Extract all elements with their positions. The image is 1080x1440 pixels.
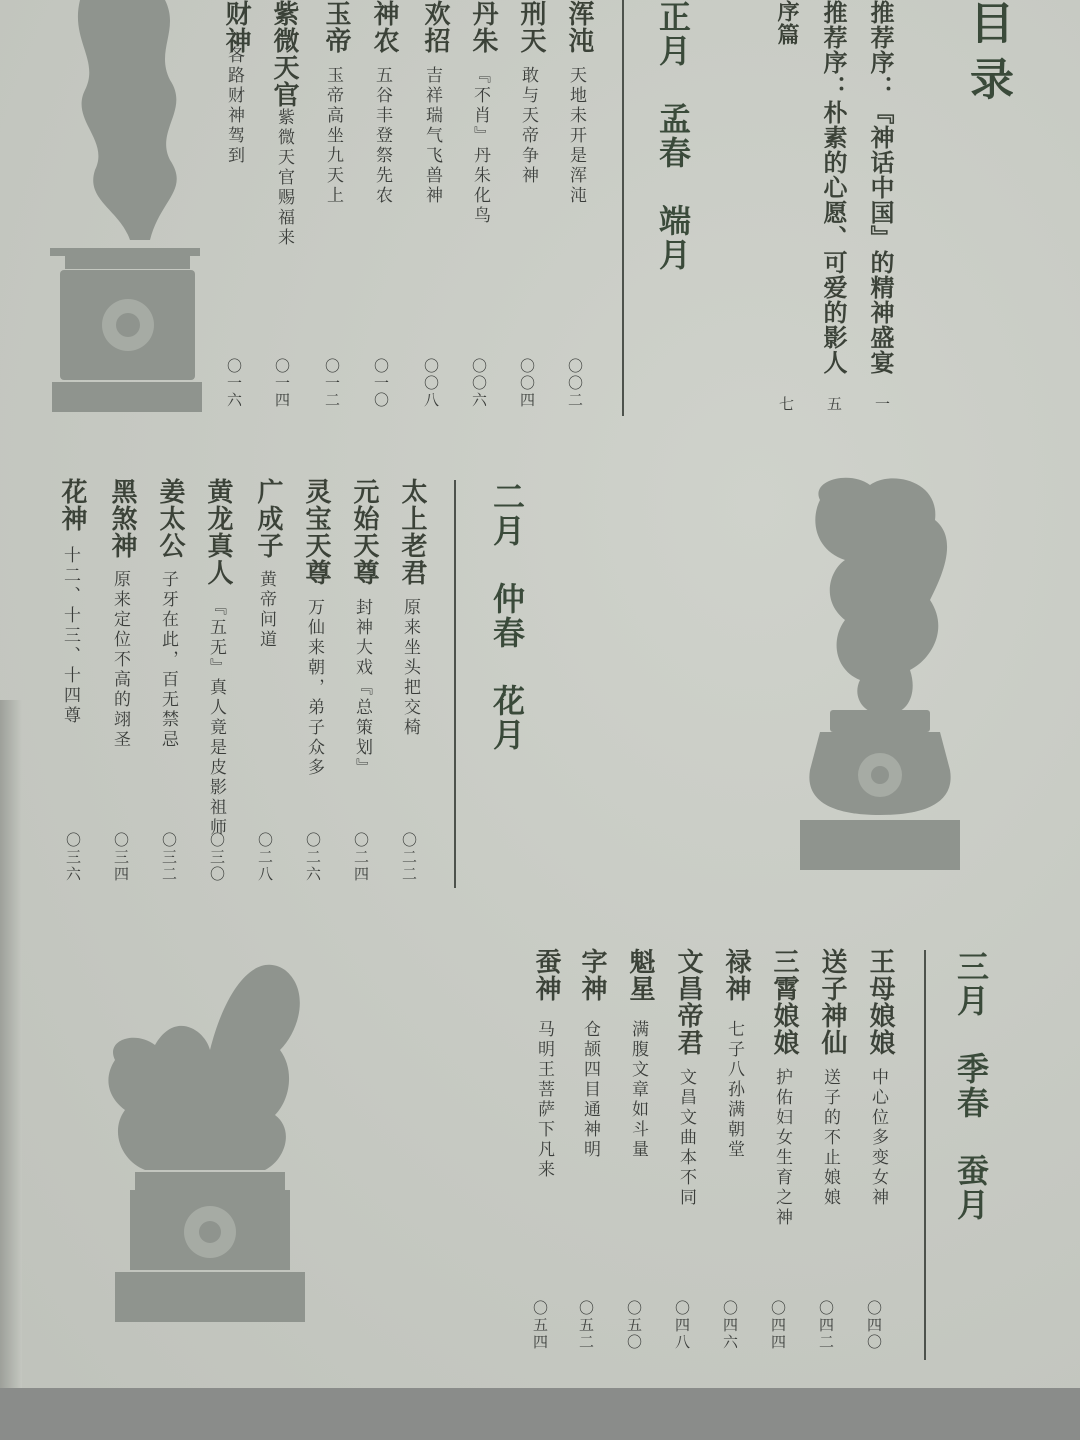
section-2-month: 二月 仲春 花月 bbox=[488, 480, 526, 752]
front-page-2: 五 bbox=[825, 396, 843, 413]
s1-entry-6-desc: 玉帝高坐九天上 bbox=[323, 66, 343, 206]
s2-entry-1-page: 〇二二 bbox=[400, 832, 418, 883]
s3-entry-6-page: 〇五〇 bbox=[625, 1300, 643, 1351]
s3-entry-1-page: 〇四〇 bbox=[865, 1300, 883, 1351]
s2-entry-4-title: 广成子 bbox=[253, 478, 283, 559]
table-surface bbox=[0, 1388, 1080, 1440]
s2-entry-4-page: 〇二八 bbox=[256, 832, 274, 883]
s1-entry-4-page: 〇〇八 bbox=[422, 358, 440, 409]
s1-entry-1-title: 浑沌 bbox=[564, 0, 594, 54]
s1-entry-5-page: 〇一〇 bbox=[372, 358, 390, 409]
page-heading: 目录 bbox=[962, 0, 1013, 112]
s2-entry-5-title: 黄龙真人 bbox=[203, 478, 233, 586]
s2-entry-7-page: 〇三四 bbox=[112, 832, 130, 883]
s1-entry-8-page: 〇一六 bbox=[225, 358, 243, 409]
s2-entry-1-desc: 原来坐头把交椅 bbox=[400, 598, 420, 738]
s1-entry-1-page: 〇〇二 bbox=[566, 358, 584, 409]
s2-entry-6-title: 姜太公 bbox=[155, 478, 185, 559]
s3-entry-2-desc: 送子的不止娘娘 bbox=[820, 1068, 840, 1208]
s1-entry-3-desc: 『不肖』丹朱化鸟 bbox=[470, 66, 490, 226]
s3-entry-7-title: 字神 bbox=[577, 948, 607, 1002]
s1-entry-7-title: 紫微天官 bbox=[269, 0, 299, 108]
s3-entry-7-desc: 仓颉四目通神明 bbox=[580, 1020, 600, 1160]
section-3-rule bbox=[924, 950, 926, 1360]
s2-entry-7-desc: 原来定位不高的翊圣 bbox=[110, 570, 130, 750]
s2-entry-7-title: 黑煞神 bbox=[107, 478, 137, 559]
puppet-figure-top-left bbox=[40, 0, 210, 420]
s2-entry-5-page: 〇三〇 bbox=[208, 832, 226, 883]
s1-entry-2-page: 〇〇四 bbox=[518, 358, 536, 409]
s2-entry-1-title: 太上老君 bbox=[397, 478, 427, 586]
s1-entry-6-page: 〇一二 bbox=[323, 358, 341, 409]
s3-entry-1-title: 王母娘娘 bbox=[865, 948, 895, 1056]
s2-entry-5-desc: 『五无』真人竟是皮影祖师 bbox=[206, 598, 226, 838]
s1-entry-7-page: 〇一四 bbox=[273, 358, 291, 409]
s3-entry-6-desc: 满腹文章如斗量 bbox=[628, 1020, 648, 1160]
s2-entry-2-desc: 封神大戏『总策划』 bbox=[352, 598, 372, 778]
front-title-1: 推荐序：『神话中国』的精神盛宴 bbox=[866, 0, 895, 375]
s1-entry-5-desc: 五谷丰登祭先农 bbox=[372, 66, 392, 206]
s3-entry-5-page: 〇四八 bbox=[673, 1300, 691, 1351]
s3-entry-8-desc: 马明王菩萨下凡来 bbox=[534, 1020, 554, 1180]
s1-entry-2-desc: 敢与天帝争神 bbox=[518, 66, 538, 186]
puppet-figure-right bbox=[790, 470, 970, 880]
s2-entry-8-desc: 十二、十三、十四尊 bbox=[60, 546, 80, 726]
s3-entry-3-desc: 护佑妇女生育之神 bbox=[772, 1068, 792, 1228]
front-page-1: 一 bbox=[873, 396, 891, 413]
s3-entry-2-title: 送子神仙 bbox=[817, 948, 847, 1056]
s2-entry-3-title: 灵宝天尊 bbox=[301, 478, 331, 586]
front-title-2: 推荐序：朴素的心愿、可爱的影人 bbox=[819, 0, 848, 375]
s1-entry-2-title: 刑天 bbox=[516, 0, 546, 54]
s3-entry-1-desc: 中心位多变女神 bbox=[868, 1068, 888, 1208]
s1-entry-8-title: 财神 bbox=[221, 0, 251, 54]
s3-entry-3-title: 三霄娘娘 bbox=[769, 948, 799, 1056]
s2-entry-3-desc: 万仙来朝，弟子众多 bbox=[304, 598, 324, 778]
s3-entry-4-desc: 七子八孙满朝堂 bbox=[724, 1020, 744, 1160]
puppet-figure-bottom-left bbox=[95, 950, 325, 1340]
s1-entry-4-desc: 吉祥瑞气飞兽神 bbox=[422, 66, 442, 206]
s1-entry-6-title: 玉帝 bbox=[321, 0, 351, 54]
front-title-3: 序篇 bbox=[774, 0, 800, 46]
s3-entry-4-page: 〇四六 bbox=[721, 1300, 739, 1351]
s3-entry-5-title: 文昌帝君 bbox=[673, 948, 703, 1056]
s3-entry-2-page: 〇四二 bbox=[817, 1300, 835, 1351]
s3-entry-7-page: 〇五二 bbox=[577, 1300, 595, 1351]
s1-entry-3-page: 〇〇六 bbox=[470, 358, 488, 409]
s1-entry-8-desc: 各路财神驾到 bbox=[224, 46, 244, 166]
s1-entry-4-title: 欢招 bbox=[420, 0, 450, 54]
s3-entry-3-page: 〇四四 bbox=[769, 1300, 787, 1351]
s1-entry-5-title: 神农 bbox=[369, 0, 399, 54]
s3-entry-5-desc: 文昌文曲本不同 bbox=[676, 1068, 696, 1208]
s2-entry-6-desc: 子牙在此，百无禁忌 bbox=[158, 570, 178, 750]
s2-entry-6-page: 〇三二 bbox=[160, 832, 178, 883]
s2-entry-2-page: 〇二四 bbox=[352, 832, 370, 883]
s1-entry-7-desc: 紫微天官赐福来 bbox=[274, 108, 294, 248]
section-1-month: 正月 孟春 端月 bbox=[654, 0, 692, 272]
s3-entry-8-title: 蚕神 bbox=[531, 948, 561, 1002]
s2-entry-8-page: 〇三六 bbox=[64, 832, 82, 883]
s2-entry-8-title: 花神 bbox=[57, 478, 87, 532]
front-page-3: 七 bbox=[777, 396, 795, 413]
section-3-month: 三月 季春 蚕月 bbox=[952, 950, 990, 1222]
s2-entry-4-desc: 黄帝问道 bbox=[256, 570, 276, 650]
s1-entry-1-desc: 天地未开是浑沌 bbox=[566, 66, 586, 206]
page-gutter-shadow bbox=[0, 700, 22, 1440]
section-2-rule bbox=[454, 480, 456, 888]
s1-entry-3-title: 丹朱 bbox=[468, 0, 498, 54]
section-1-rule bbox=[622, 0, 624, 416]
s3-entry-8-page: 〇五四 bbox=[531, 1300, 549, 1351]
s3-entry-4-title: 禄神 bbox=[721, 948, 751, 1002]
s2-entry-2-title: 元始天尊 bbox=[349, 478, 379, 586]
s2-entry-3-page: 〇二六 bbox=[304, 832, 322, 883]
s3-entry-6-title: 魁星 bbox=[625, 948, 655, 1002]
